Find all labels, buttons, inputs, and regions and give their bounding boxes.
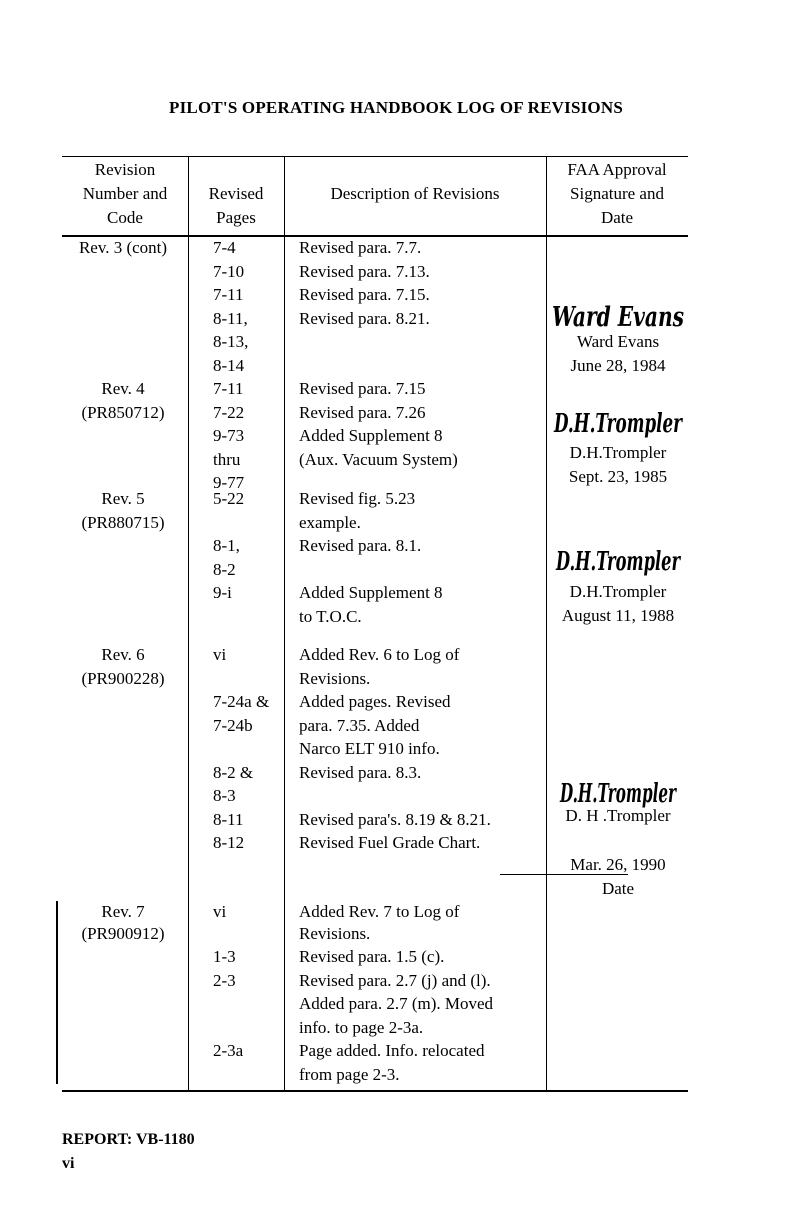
rev3-description: Revised para. 7.7. Revised para. 7.13. Revised para. 7.15. Revised para. 8.21. bbox=[299, 238, 430, 328]
rev4-description: Revised para. 7.15 Revised para. 7.26 Added Supplement 8 (Aux. Vacuum System) bbox=[299, 379, 458, 469]
rev4-signature bbox=[548, 394, 688, 440]
rev4-pages: 7-11 7-22 9-73 thru 9-77 bbox=[213, 379, 245, 492]
page-title: PILOT'S OPERATING HANDBOOK LOG OF REVISIONS bbox=[169, 98, 623, 117]
table-top-rule bbox=[62, 156, 688, 157]
rev7-pages: vi 1-3 2-3 2-3a bbox=[213, 902, 244, 1060]
revisions-table bbox=[62, 156, 688, 1091]
column-divider bbox=[188, 156, 189, 1091]
page-number: vi bbox=[62, 1155, 75, 1172]
header-faa-approval: FAA Approval Signature and Date bbox=[567, 160, 667, 227]
svg-text:Ward Evans: Ward Evans bbox=[552, 302, 684, 333]
header-description: Description of Revisions bbox=[330, 184, 500, 203]
svg-text:D.H.Trompler: D.H.Trompler bbox=[555, 547, 682, 577]
rev3-code: Rev. 3 (cont) bbox=[78, 238, 168, 257]
rev5-signature bbox=[548, 532, 688, 578]
rev6-code: Rev. 6 (PR900228) bbox=[81, 645, 165, 688]
column-divider bbox=[284, 156, 285, 1091]
rev6-signature bbox=[548, 762, 688, 808]
rev3-pages: 7-4 7-10 7-11 8-11, 8-13, 8-14 bbox=[213, 238, 249, 375]
svg-text:D.H.Trompler: D.H.Trompler bbox=[559, 779, 678, 809]
rev6-date: Mar. 26, 1990 bbox=[570, 855, 666, 874]
table-bottom-rule bbox=[62, 1090, 688, 1092]
rev5-pages: 5-22 8-1, 8-2 9-i bbox=[213, 489, 245, 602]
rev6-date-underline bbox=[500, 874, 628, 875]
rev3-approval: Ward Evans June 28, 1984 bbox=[570, 332, 666, 375]
rev7-code: Rev. 7 (PR900912) bbox=[81, 902, 165, 943]
header-pages: Revised Pages bbox=[208, 184, 264, 227]
header-revision: Revision Number and Code bbox=[82, 160, 168, 227]
rev5-approval: D.H.Trompler August 11, 1988 bbox=[561, 582, 675, 625]
rev7-description: Added Rev. 7 to Log of Revisions. Revised para. 1.5 (c). Revised para. 2.7 (j) and (l). Added para. 2.7 (m). Moved info. to page 2-3a. Page added. Info. relocated from page 2-3. bbox=[299, 902, 494, 1084]
rev5-description: Revised fig. 5.23 example. Revised para. 8.1. Added Supplement 8 to T.O.C. bbox=[299, 489, 443, 626]
footer bbox=[62, 1128, 195, 1176]
rev6-date-label: Date bbox=[601, 879, 635, 898]
svg-text:D.H.Trompler: D.H.Trompler bbox=[553, 409, 684, 439]
rev4-approval: D.H.Trompler Sept. 23, 1985 bbox=[568, 443, 668, 486]
rev6-pages: vi 7-24a & 7-24b 8-2 & 8-3 8-11 8-12 bbox=[213, 645, 270, 852]
rev4-code: Rev. 4 (PR850712) bbox=[81, 379, 165, 422]
rev6-approver: D. H .Trompler bbox=[565, 806, 671, 825]
report-number: REPORT: VB-1180 bbox=[62, 1131, 195, 1148]
change-bar bbox=[56, 901, 58, 1084]
column-divider bbox=[546, 156, 547, 1091]
rev6-description: Added Rev. 6 to Log of Revisions. Added pages. Revised para. 7.35. Added Narco ELT 910 info. Revised para. 8.3. Revised para's. 8.19 & 8.21. Revised Fuel Grade Chart. bbox=[299, 645, 491, 852]
rev5-code: Rev. 5 (PR880715) bbox=[81, 489, 165, 532]
